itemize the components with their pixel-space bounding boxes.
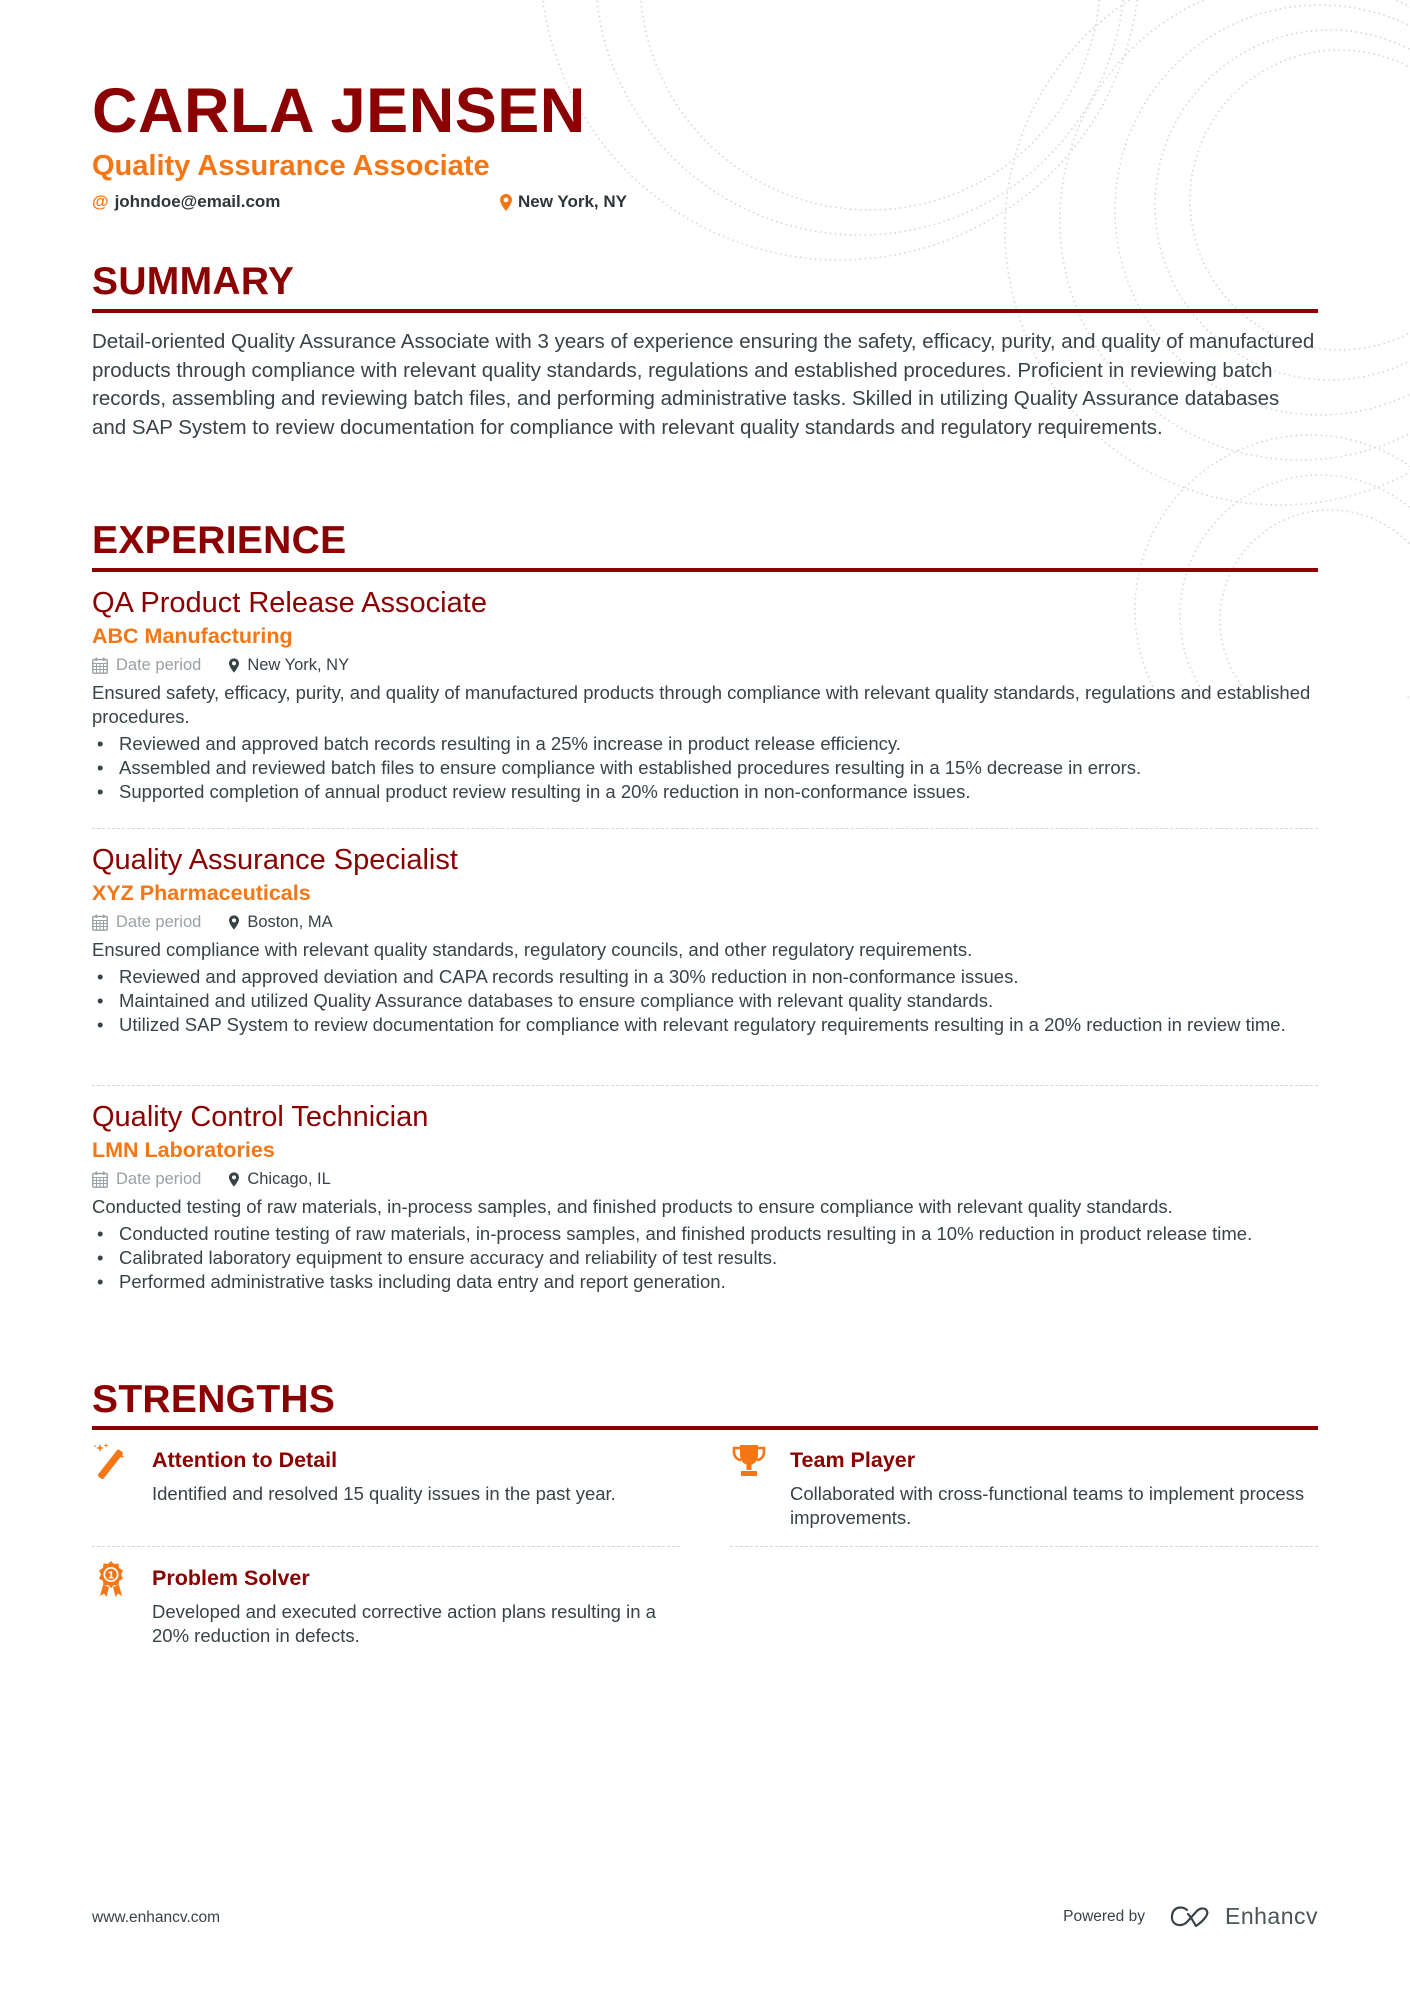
job-location: New York, NY xyxy=(229,652,349,678)
experience-heading: EXPERIENCE xyxy=(92,519,347,562)
job-location: Boston, MA xyxy=(229,909,332,935)
job-bullet: • Reviewed and approved deviation and CAPA records resulting in a 30% reduction in non-conformance issues. xyxy=(92,965,1318,989)
calendar-icon xyxy=(92,914,108,931)
map-pin-icon xyxy=(500,194,512,211)
calendar-icon xyxy=(92,657,108,674)
contact-row xyxy=(92,192,892,214)
candidate-name: CARLA JENSEN xyxy=(92,76,586,146)
experience-entry xyxy=(92,842,1318,1037)
strengths-rule xyxy=(92,1426,1318,1430)
job-bullet: • Reviewed and approved batch records resulting in a 25% increase in product release efficiency. xyxy=(92,732,1318,756)
job-meta xyxy=(92,652,1318,678)
strength-description: Identified and resolved 15 quality issues in the past year. xyxy=(152,1483,616,1504)
footer-url-link[interactable]: www.enhancv.com xyxy=(92,1909,221,1926)
experience-entry xyxy=(92,585,1318,804)
job-description: Conducted testing of raw materials, in-process samples, and finished products to ensure compliance with relevant quality standards. xyxy=(92,1196,1173,1217)
email-text: johndoe@email.com xyxy=(114,192,281,211)
job-title: Quality Assurance Specialist xyxy=(92,844,458,876)
job-bullet: • Supported completion of annual product review resulting in a 20% reduction in non-conformance issues. xyxy=(92,780,1318,804)
job-bullets xyxy=(92,732,1318,804)
job-date: Date period xyxy=(92,909,201,935)
experience-entry xyxy=(92,1099,1318,1294)
job-location: Chicago, IL xyxy=(229,1166,330,1192)
strength-title: Team Player xyxy=(790,1448,916,1472)
job-bullet: • Utilized SAP System to review documentation for compliance with relevant regulatory requirements resulting in a 20% reduction in review time. xyxy=(92,1013,1318,1037)
strength-divider xyxy=(730,1546,1318,1547)
strength-divider xyxy=(92,1546,680,1547)
job-description: Ensured safety, efficacy, purity, and quality of manufactured products through compliance with relevant quality standards, regulations and established procedures. xyxy=(92,682,1311,727)
magic-wand-icon xyxy=(92,1442,130,1480)
enhancv-logo-icon xyxy=(1169,1905,1215,1929)
strength-title: Attention to Detail xyxy=(152,1448,338,1472)
job-bullet: • Calibrated laboratory equipment to ensure accuracy and reliability of test results. xyxy=(92,1246,1318,1270)
job-company: ABC Manufacturing xyxy=(92,624,293,648)
job-description: Ensured compliance with relevant quality standards, regulatory councils, and other regulatory requirements. xyxy=(92,939,973,960)
job-bullet: • Maintained and utilized Quality Assurance databases to ensure compliance with relevant quality standards. xyxy=(92,989,1318,1013)
strength-description: Collaborated with cross-functional teams to implement process improvements. xyxy=(790,1483,1305,1528)
job-bullets xyxy=(92,965,1318,1037)
summary-heading: SUMMARY xyxy=(92,260,295,303)
job-company: LMN Laboratories xyxy=(92,1138,275,1162)
powered-by-label: Powered by xyxy=(1063,1907,1145,1925)
job-bullet: • Assembled and reviewed batch files to ensure compliance with established procedures resulting in a 15% decrease in errors. xyxy=(92,756,1318,780)
map-pin-icon xyxy=(229,658,239,673)
strengths-heading: STRENGTHS xyxy=(92,1378,336,1421)
location-text: New York, NY xyxy=(518,192,627,211)
trophy-icon xyxy=(730,1442,768,1480)
job-title: QA Product Release Associate xyxy=(92,587,487,619)
strength-title: Problem Solver xyxy=(152,1566,310,1590)
contact-email[interactable] xyxy=(92,192,280,212)
job-bullets xyxy=(92,1222,1318,1294)
job-date: Date period xyxy=(92,1166,201,1192)
contact-location xyxy=(500,192,627,212)
enhancv-logo-text: Enhancv xyxy=(1224,1903,1318,1929)
entry-divider xyxy=(92,1085,1318,1086)
candidate-headline: Quality Assurance Associate xyxy=(92,150,490,182)
enhancv-logo[interactable] xyxy=(1169,1903,1318,1930)
award-ribbon-icon xyxy=(92,1560,130,1598)
strength-description: Developed and executed corrective action plans resulting in a 20% reduction in defects. xyxy=(152,1601,656,1646)
job-title: Quality Control Technician xyxy=(92,1101,429,1133)
entry-divider xyxy=(92,828,1318,829)
job-bullet: • Conducted routine testing of raw materials, in-process samples, and finished products resulting in a 10% reduction in product release time. xyxy=(92,1222,1318,1246)
job-date: Date period xyxy=(92,652,201,678)
experience-rule xyxy=(92,568,1318,572)
svg-text:1: 1 xyxy=(107,1570,115,1582)
summary-text: Detail-oriented Quality Assurance Associate with 3 years of experience ensuring the safety, efficacy, purity, and quality of manufactured products through compliance with relevant quality standards, regulations and established procedures. Proficient in reviewing batch records, assembling and reviewing batch files, and performing administrative tasks. Skilled in utilizing Quality Assurance databases and SAP System to review documentation for compliance with relevant quality standards and regulatory requirements. xyxy=(92,330,1315,439)
at-icon: @ xyxy=(92,192,109,211)
job-meta xyxy=(92,909,1318,935)
map-pin-icon xyxy=(229,1172,239,1187)
job-meta xyxy=(92,1166,1318,1192)
job-company: XYZ Pharmaceuticals xyxy=(92,881,311,905)
calendar-icon xyxy=(92,1171,108,1188)
job-bullet: • Performed administrative tasks including data entry and report generation. xyxy=(92,1270,1318,1294)
footer-branding xyxy=(1063,1903,1318,1930)
summary-rule xyxy=(92,309,1318,313)
map-pin-icon xyxy=(229,915,239,930)
